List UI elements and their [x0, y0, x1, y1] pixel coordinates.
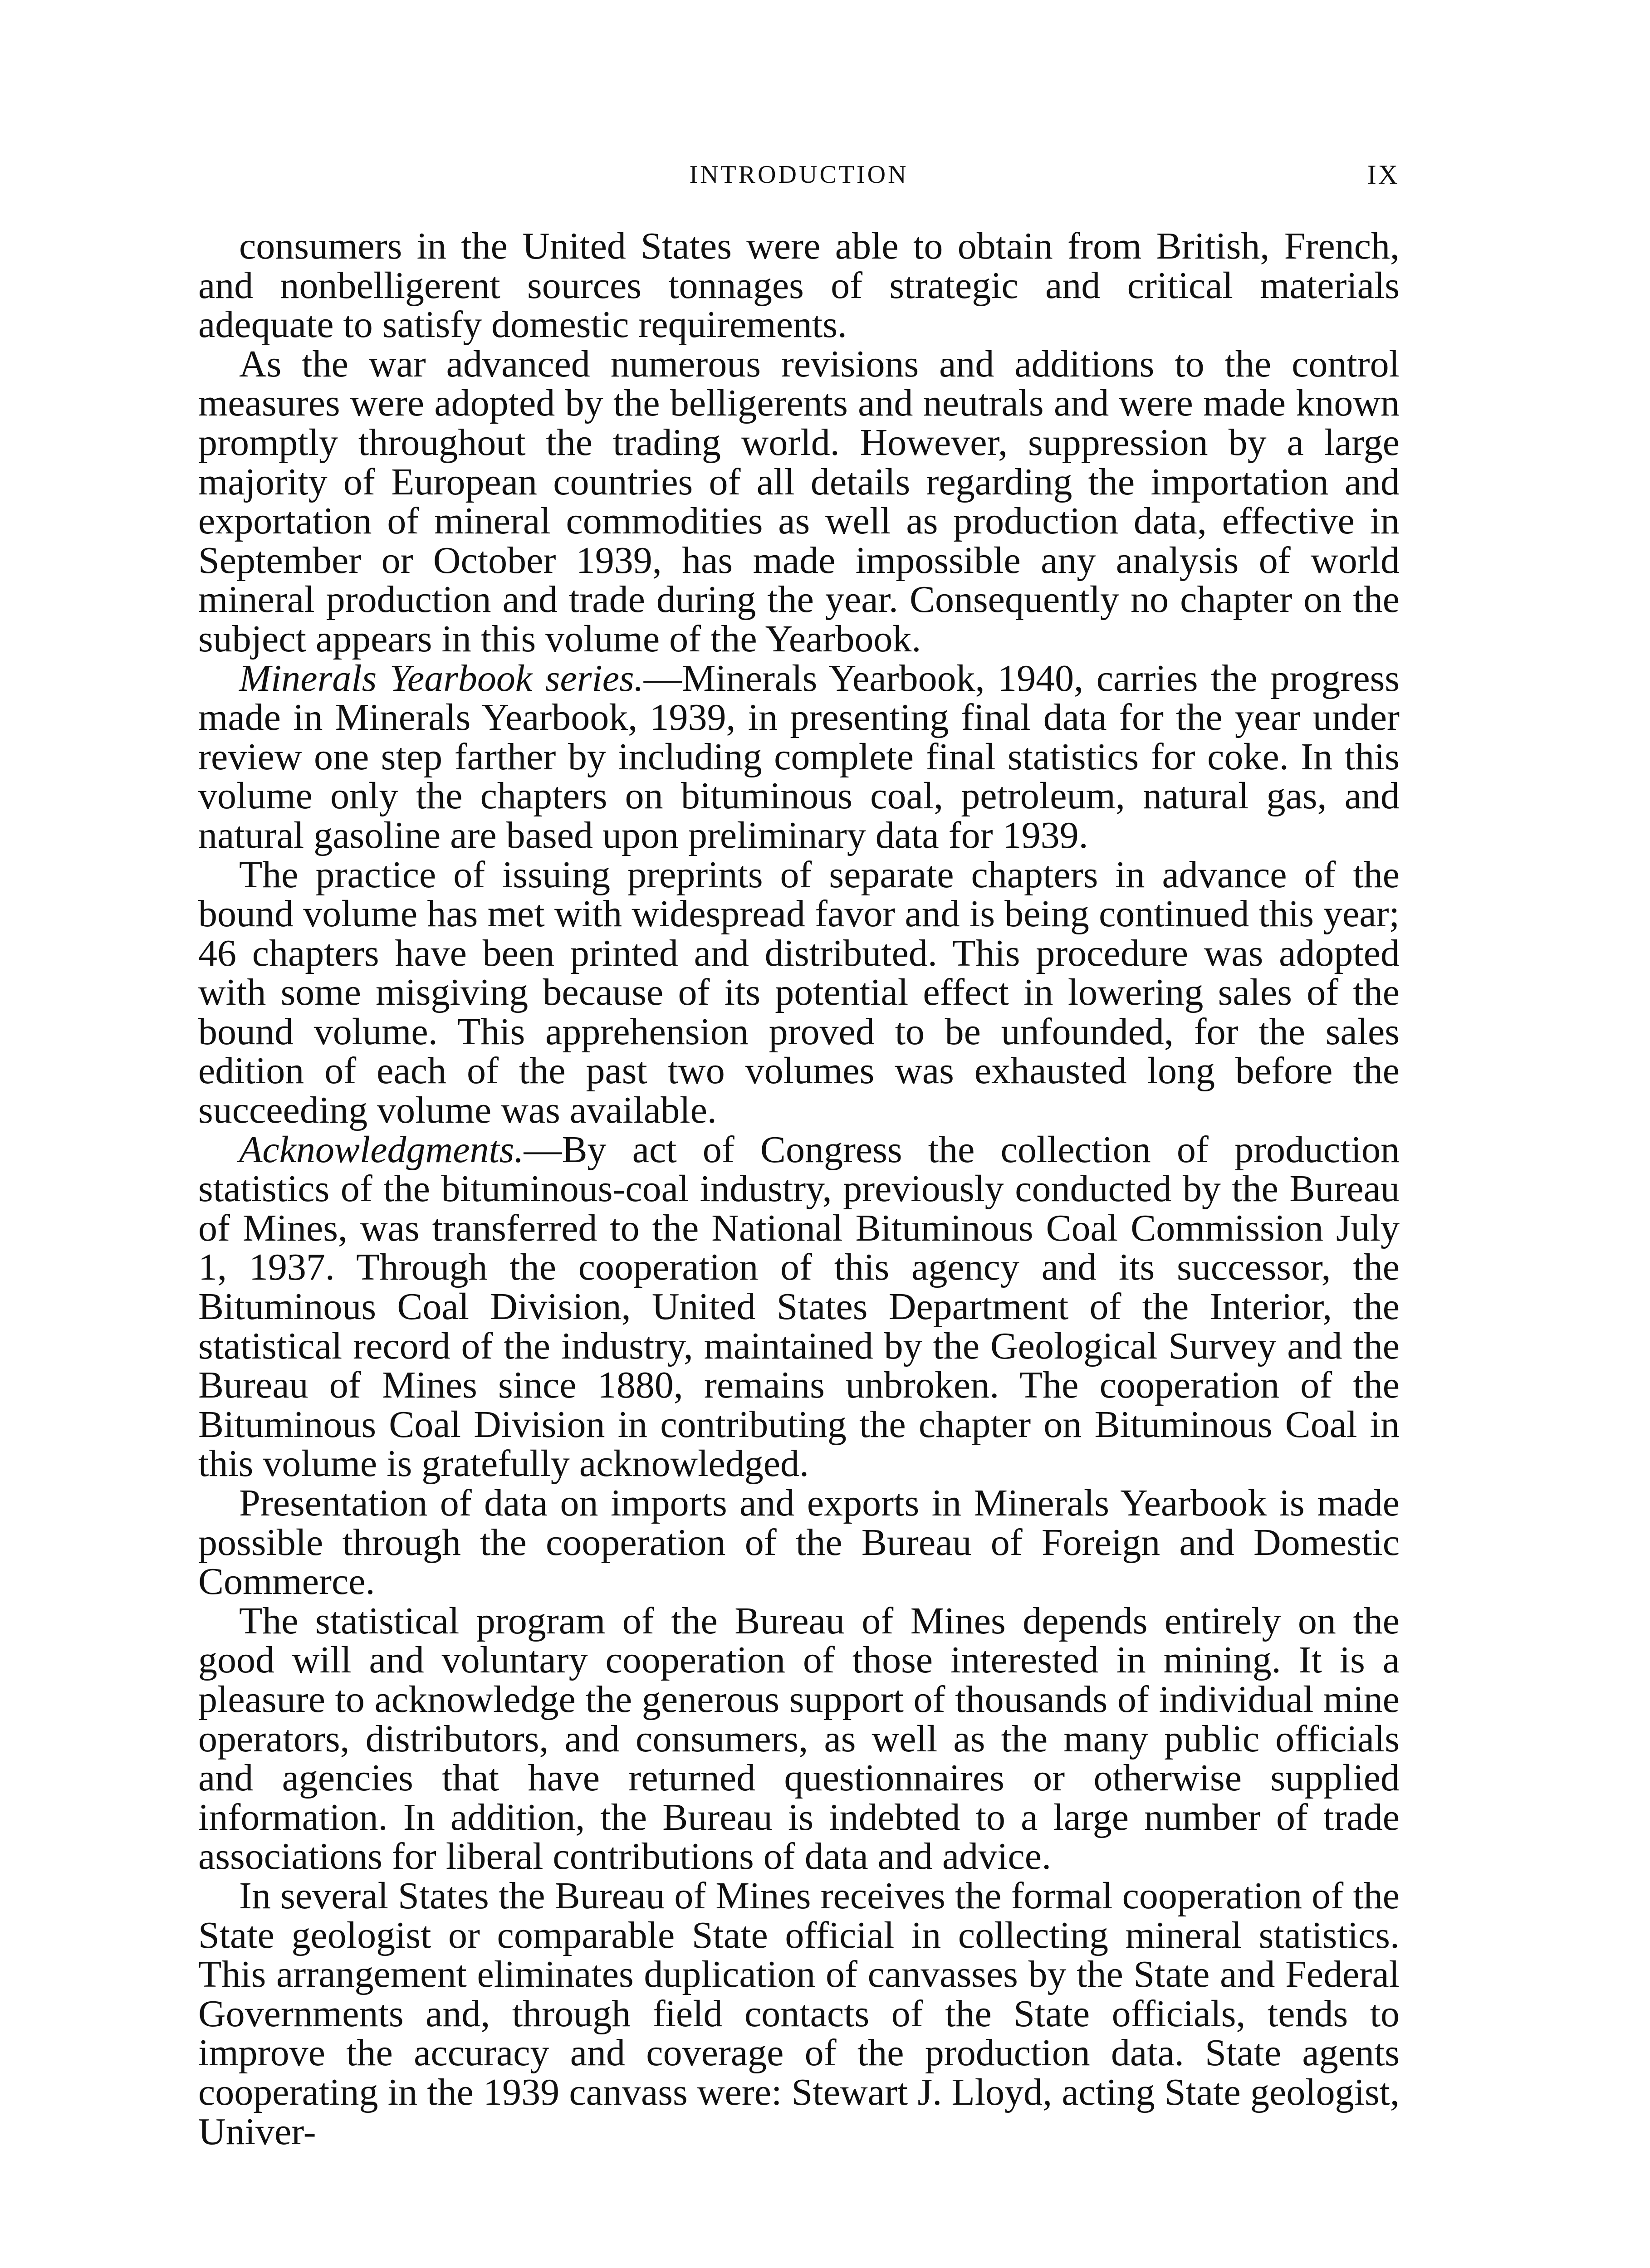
paragraph-text: —By act of Congress the collection of production statistics of the bituminous-coal industry, previously conducted by the Bureau of Mines, was transferred to the National Bituminous Coal Commission July 1, 1937. Through the cooperation of this agency and its successor, the Bituminous Coal Division, United States Department of the Interior, the statistical record of the industry, maintained by the Geological Survey and the Bureau of Mines since 1880, remains unbroken. The cooperation of the Bituminous Coal Division in contributing the chapter on Bituminous Coal in this volume is gratefully acknowledged.	[198, 1128, 1400, 1485]
paragraph-war-controls	[198, 342, 1400, 660]
paragraph-text: The practice of issuing preprints of separate chapters in advance of the bound volume has met with widespread favor and is being continued this year; 46 chapters have been printed and distributed. This procedure was adopted with some misgiving because of its potential effect in lowering sales of the bound volume. This apprehension proved to be unfounded, for the sales edition of each of the past two volumes was exhausted long before the succeeding volume was available.	[198, 853, 1400, 1132]
paragraph-acknowledgments	[198, 1130, 1400, 1484]
paragraph-state-cooperation	[198, 1874, 1400, 2153]
run-in-heading: Acknowledgments.	[239, 1128, 524, 1171]
paragraph-continuation	[198, 227, 1400, 345]
paragraph-text: Presentation of data on imports and exports in Minerals Yearbook is made possible through the cooperation of the Bureau of Foreign and Domestic Commerce.	[198, 1482, 1400, 1603]
run-in-heading: Minerals Yearbook series.	[239, 657, 644, 699]
paragraph-preprints	[198, 855, 1400, 1130]
running-title: INTRODUCTION	[689, 161, 909, 189]
paragraph-text: consumers in the United States were able to obtain from British, French, and nonbelligerent sources tonnages of strategic and critical materials adequate to satisfy domestic requirements.	[198, 225, 1400, 346]
paragraph-text: As the war advanced numerous revisions and additions to the control measures were adopted by the belligerents and neutrals and were made known promptly throughout the trading world. However, suppression by a large majority of European countries of all details regarding the importation and exportation of mineral commodities as well as production data, effective in September or October 1939, has made impossible any analysis of world mineral production and trade during the year. Consequently no chapter on the subject appears in this volume of the Yearbook.	[198, 342, 1400, 660]
paragraph-text: —Minerals Yearbook, 1940, carries the progress made in Minerals Yearbook, 1939, in presenting final data for the year under review one step farther by including complete final statistics for coke. In this volume only the chapters on bituminous coal, petroleum, natural gas, and natural gasoline are based upon preliminary data for 1939.	[198, 657, 1400, 856]
running-head	[198, 154, 1400, 195]
paragraph-text: The statistical program of the Bureau of Mines depends entirely on the good will and voluntary cooperation of those interested in mining. It is a pleasure to acknowledge the generous support of thousands of individual mine operators, distributors, and consumers, as well as the many public officials and agencies that have returned questionnaires or otherwise supplied information. In addition, the Bureau is indebted to a large number of trade associations for liberal contributions of data and advice.	[198, 1599, 1400, 1878]
paragraph-yearbook-series	[198, 659, 1400, 855]
page-number: IX	[1367, 160, 1400, 190]
paragraph-imports-exports	[198, 1484, 1400, 1602]
paragraph-text: In several States the Bureau of Mines receives the formal cooperation of the State geologist or comparable State official in collecting mineral statistics. This arrangement eliminates duplication of canvasses by the State and Federal Governments and, through field contacts of the State officials, tends to improve the accuracy and coverage of the production data. State agents cooperating in the 1939 canvass were: Stewart J. Lloyd, acting State geologist, Univer-	[198, 1874, 1400, 2153]
paragraph-statistical-program	[198, 1599, 1400, 1878]
body-text	[198, 227, 1400, 2151]
